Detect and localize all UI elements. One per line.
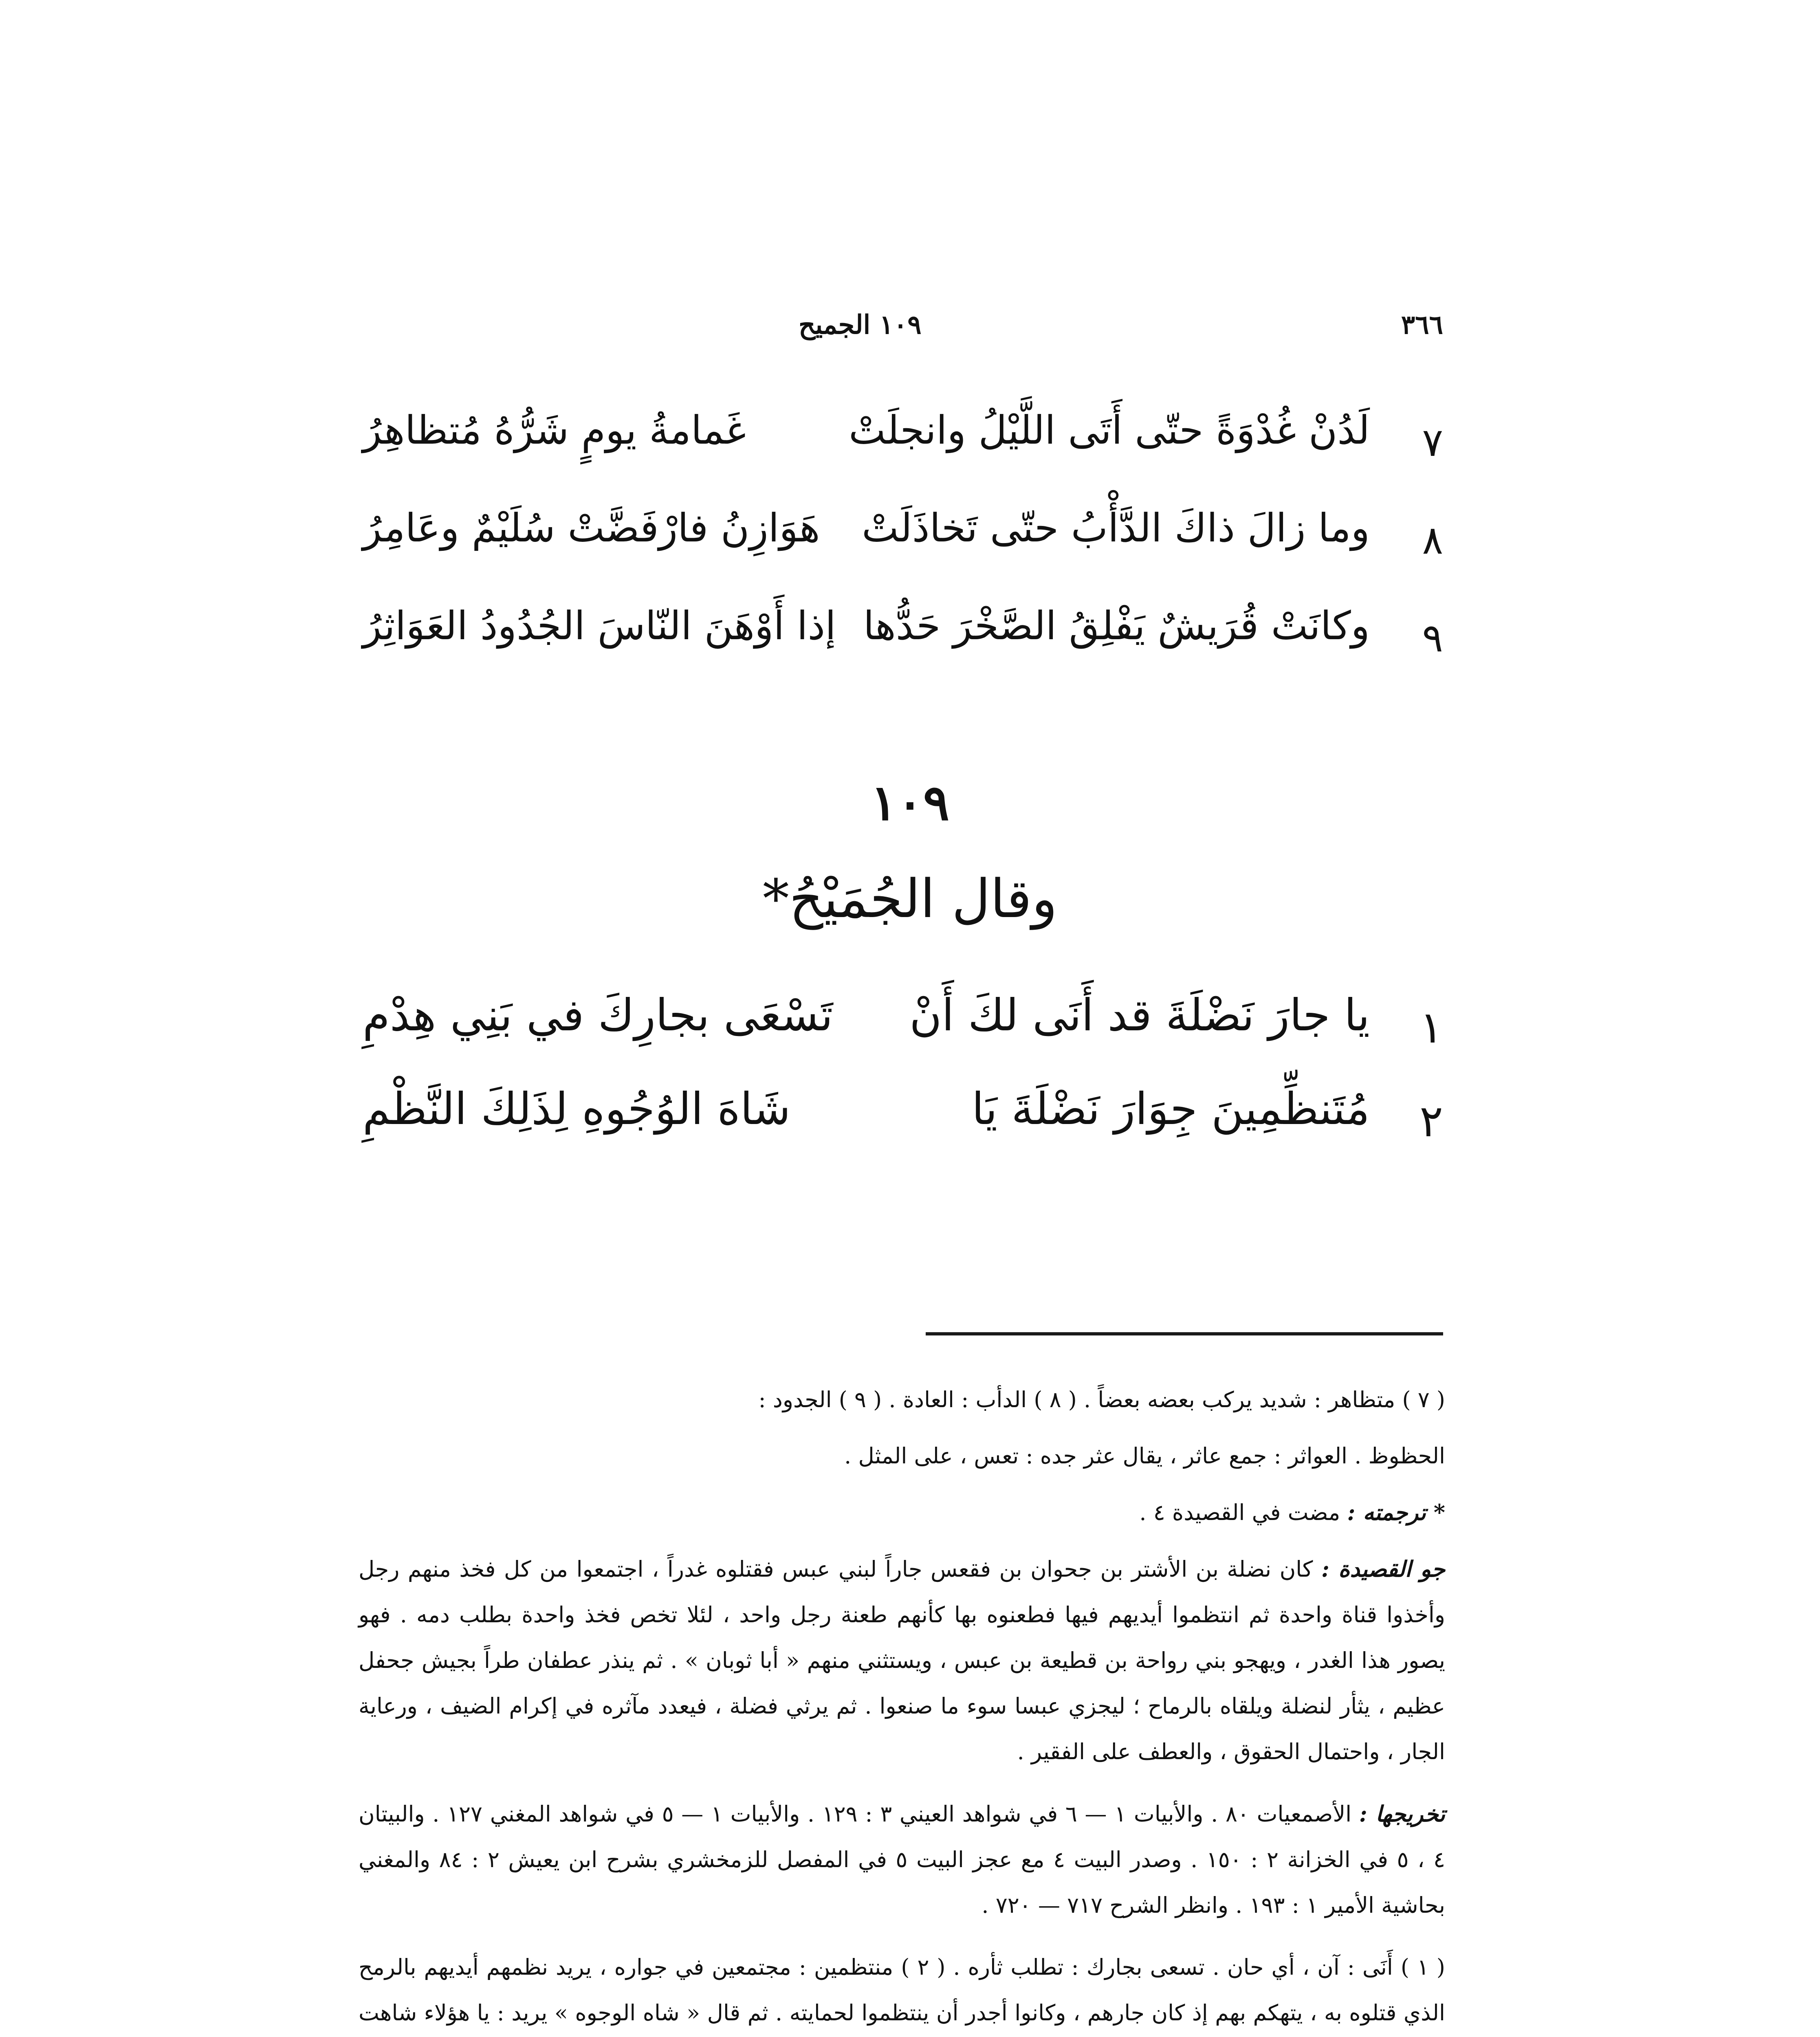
footnote-rule — [926, 1332, 1443, 1335]
verse-number: ٨ — [1422, 517, 1443, 563]
verse-line — [363, 603, 1443, 684]
tarjama-label: * ترجمته : — [1347, 1499, 1445, 1525]
sources-label: تخريجها : — [1359, 1801, 1445, 1827]
gloss-prev-2: الحظوظ . العواثر : جمع عاثر ، يقال عثر جده : تعس ، على المثل . — [844, 1443, 1445, 1469]
verse-number: ٩ — [1422, 615, 1443, 661]
verse-second-hemistich: تَسْعَى بجارِكَ في بَنِي هِدْمِ — [363, 990, 833, 1041]
verse-first-hemistich: وما زالَ ذاكَ الدَّأْبُ حتّى تَخاذَلَتْ — [862, 505, 1370, 551]
poem-number: ١٠٩ — [870, 774, 950, 832]
gloss-final: ( ١ ) أَنَى : آن ، أي حان . تسعى بجارك : تطلب ثأره . ( ٢ ) منتظمين : مجتمعين في جواره ، يريد نظمهم أيديهم بالرمح الذي قتلوه به ، يتهكم بهم إذ كان جارهم ، وكانوا أجدر أن ينتظموا لحمايته . ثم قال « شاه الوجوه » يريد : يا هؤلاء شاهت — [359, 1954, 1445, 2026]
verse-number: ٧ — [1422, 420, 1443, 465]
context-text: كان نضلة بن الأشتر بن جحوان بن فقعس جاراً لبني عبس فقتلوه غدراً ، اجتمعوا من كل فخذ منهم رجل وأخذوا قناة واحدة ثم انتظموا أيديهم فيها فطعنوه بها كأنهم طعنة رجل واحد ، لئلا تخص فخذ واحدة بطلب دمه . فهو يصور هذا الغدر ، ويهجو بني رواحة بن قطيعة بن عبس ، ويستثني منهم « أبا ثوبان » . ثم ينذر عطفان طراً بجيش جحفل عظيم ، يثأر لنضلة ويلقاه بالرماح ؛ ليجزي عبسا سوء ما صنعوا . ثم يرثي فضلة ، فيعدد مآثره في إكرام الضيف ، ورعاية الجار ، واحتمال الحقوق ، والعطف على الفقير . — [359, 1556, 1445, 1764]
footnotes — [359, 1377, 1445, 2037]
running-title: ١٠٩ الجميح — [799, 310, 922, 340]
verse-second-hemistich: إذا أَوْهَنَ النّاسَ الجُدُودُ العَوَاثِرُ — [363, 603, 836, 649]
verse-number: ١ — [1419, 1002, 1443, 1053]
verse-second-hemistich: هَوَازِنُ فارْفَضَّتْ سُلَيْمٌ وعَامِرُ — [363, 505, 820, 551]
verse-line — [363, 505, 1443, 587]
tarjama-text: مضت في القصيدة ٤ . — [1139, 1500, 1340, 1525]
verse-first-hemistich: مُتَنظِّمِينَ جِوَارَ نَضْلَةَ يَا — [972, 1084, 1370, 1135]
verse-line — [363, 407, 1443, 489]
context-label: جو القصيدة : — [1321, 1556, 1445, 1582]
verse-line — [363, 990, 1443, 1071]
gloss-prev-1: ( ٧ ) متظاهر : شديد يركب بعضه بعضاً . ( ٨ ) الدأب : العادة . ( ٩ ) الجدود : — [758, 1387, 1445, 1412]
poem-title: وقال الجُمَيْحُ* — [762, 868, 1058, 930]
page-number: ٣٦٦ — [1401, 310, 1443, 340]
tarjama-note — [359, 1489, 1445, 1535]
sources-text: الأصمعيات ٨٠ . والأبيات ١ — ٦ في شواهد العيني ٣ : ١٢٩ . والأبيات ١ — ٥ في شواهد المغني ١٢٧ . والبيتان ٤ ، ٥ في الخزانة ٢ : ١٥٠ . وصدر البيت ٤ مع عجز البيت ٥ في المفصل للزمخشري بشرح ابن يعيش ٢ : ٨٤ والمغني بحاشية الأمير ١ : ١٩٣ . وانظر الشرح ٧١٧ — ٧٢٠ . — [359, 1801, 1445, 1918]
verse-number: ٢ — [1419, 1096, 1443, 1147]
verse-first-hemistich: يا جارَ نَضْلَةَ قد أَنَى لكَ أَنْ — [909, 990, 1370, 1041]
verse-first-hemistich: وكانَتْ قُرَيشٌ يَفْلِقُ الصَّخْرَ حَدُّها — [863, 603, 1370, 649]
verse-line — [363, 1084, 1443, 1165]
context-note — [359, 1546, 1445, 1775]
sources-note — [359, 1791, 1445, 1928]
verse-second-hemistich: شَاهَ الوُجُوهِ لِذَلِكَ النَّظْمِ — [363, 1084, 791, 1135]
verse-first-hemistich: لَدُنْ غُدْوَةً حتّى أَتَى اللَّيْلُ وانجلَتْ — [849, 407, 1370, 453]
verse-second-hemistich: غَمامةُ يومٍ شَرُّهُ مُتظاهِرُ — [363, 407, 746, 453]
